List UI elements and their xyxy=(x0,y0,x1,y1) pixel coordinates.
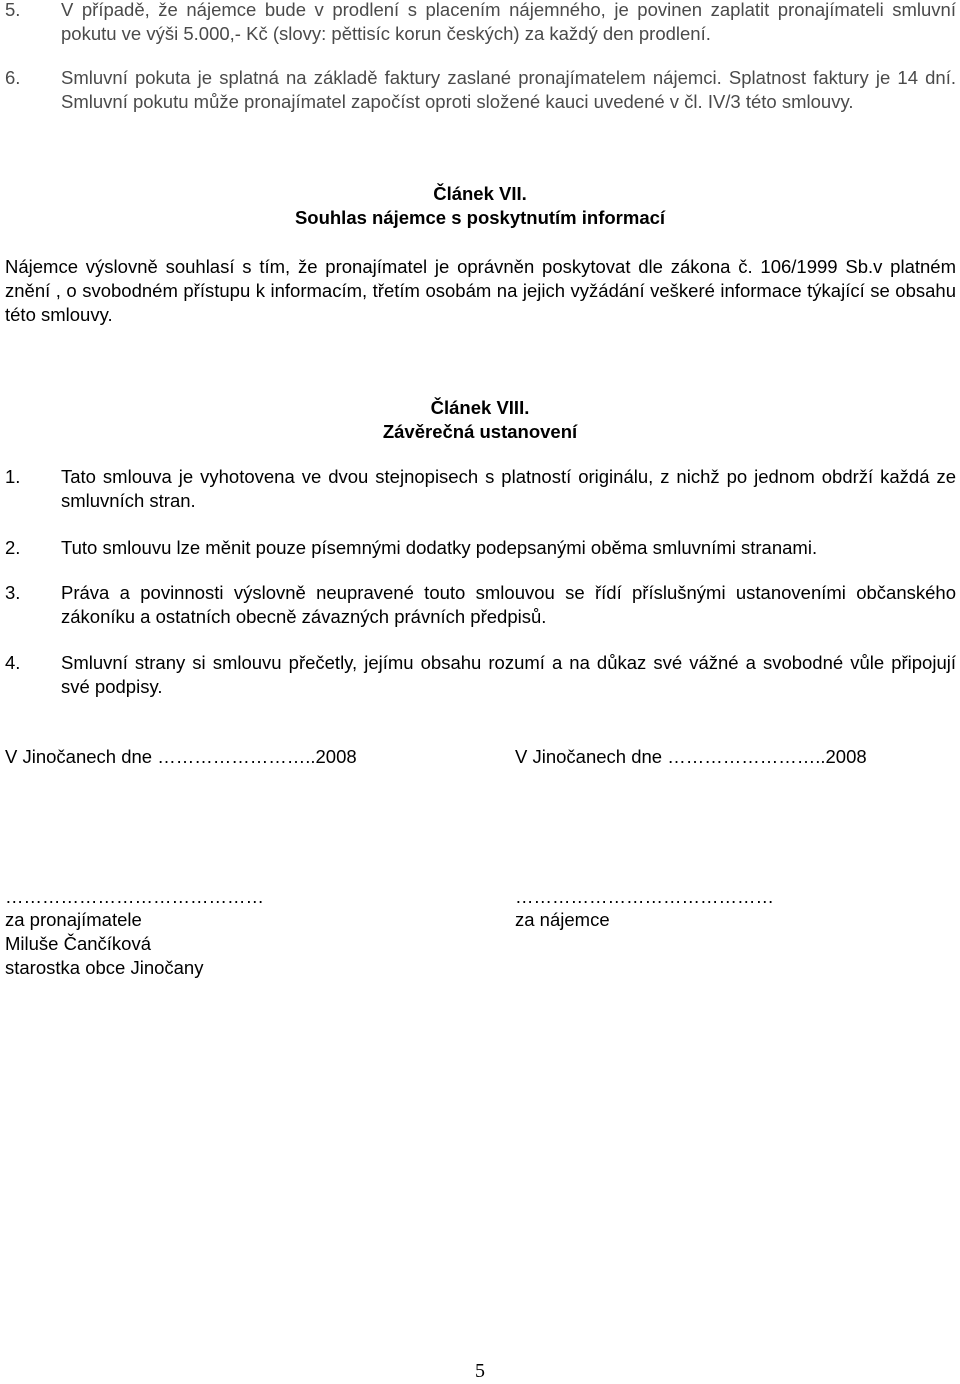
clause-number: 3. xyxy=(5,582,21,603)
clause-text: Práva a povinnosti výslovně neupravené touto smlouvou se řídí příslušnými ustanoveními občanského zákoníku a ostatních obecně závazných právních předpisů. xyxy=(61,582,956,627)
final-clause-2 xyxy=(5,536,956,560)
clause-number: 5. xyxy=(5,0,21,20)
clause-text: V případě, že nájemce bude v prodlení s placením nájemného, je povinen zaplatit pronajímateli smluvní pokutu ve výši 5.000,- Kč (slovy: pěttisíc korun českých) za každý den prodlení. xyxy=(61,0,956,44)
right-place-date: V Jinočanech dne ……………………..2008 xyxy=(515,746,867,767)
clause-number: 2. xyxy=(5,537,21,558)
clause-6 xyxy=(5,66,956,114)
clause-text: Tato smlouva je vyhotovena ve dvou stejnopisech s platností originálu, z nichž po jednom obdrží každá ze smluvních stran. xyxy=(61,466,956,511)
left-place-date: V Jinočanech dne ……………………..2008 xyxy=(5,746,357,767)
article-8-title: Závěrečná ustanovení xyxy=(382,421,578,442)
article-7-text: Nájemce výslovně souhlasí s tím, že pronajímatel je oprávněn poskytovat dle zákona č. 106/1999 Sb.v platném znění , o svobodném přístupu k informacím, třetím osobám na jejich vyžádání veškeré informace týkající se obsahu této smlouvy. xyxy=(5,256,956,325)
final-clause-4 xyxy=(5,651,956,699)
left-signature-line: …………………………………… xyxy=(5,886,264,907)
article-7-number: Článek VII. xyxy=(433,183,527,204)
article-7-title: Souhlas nájemce s poskytnutím informací xyxy=(294,207,666,228)
left-signatory-title: starostka obce Jinočany xyxy=(5,957,204,978)
final-clause-1 xyxy=(5,465,956,513)
page-number: 5 xyxy=(475,1360,485,1382)
clause-text: Smluvní pokuta je splatná na základě faktury zaslané pronajímatelem nájemci. Splatnost faktury je 14 dní. Smluvní pokutu může pronajímatel započíst oproti složené kauci uvedené v čl. IV/3 této smlouvy. xyxy=(61,67,956,112)
left-signatory-role: za pronajímatele xyxy=(5,909,142,930)
article-8-number: Článek VIII. xyxy=(430,397,530,418)
clause-5 xyxy=(5,0,956,46)
clause-number: 1. xyxy=(5,466,21,487)
clause-number: 4. xyxy=(5,652,21,673)
final-clause-3 xyxy=(5,581,956,629)
right-signature-line: …………………………………… xyxy=(515,886,774,907)
right-signatory-role: za nájemce xyxy=(515,909,610,930)
clause-text: Smluvní strany si smlouvu přečetly, jejímu obsahu rozumí a na důkaz své vážné a svobodné vůle připojují své podpisy. xyxy=(61,652,956,697)
clause-text: Tuto smlouvu lze měnit pouze písemnými dodatky podepsanými oběma smluvními stranami. xyxy=(61,537,818,558)
clause-number: 6. xyxy=(5,67,21,88)
left-signatory-name: Miluše Čančíková xyxy=(5,933,152,954)
